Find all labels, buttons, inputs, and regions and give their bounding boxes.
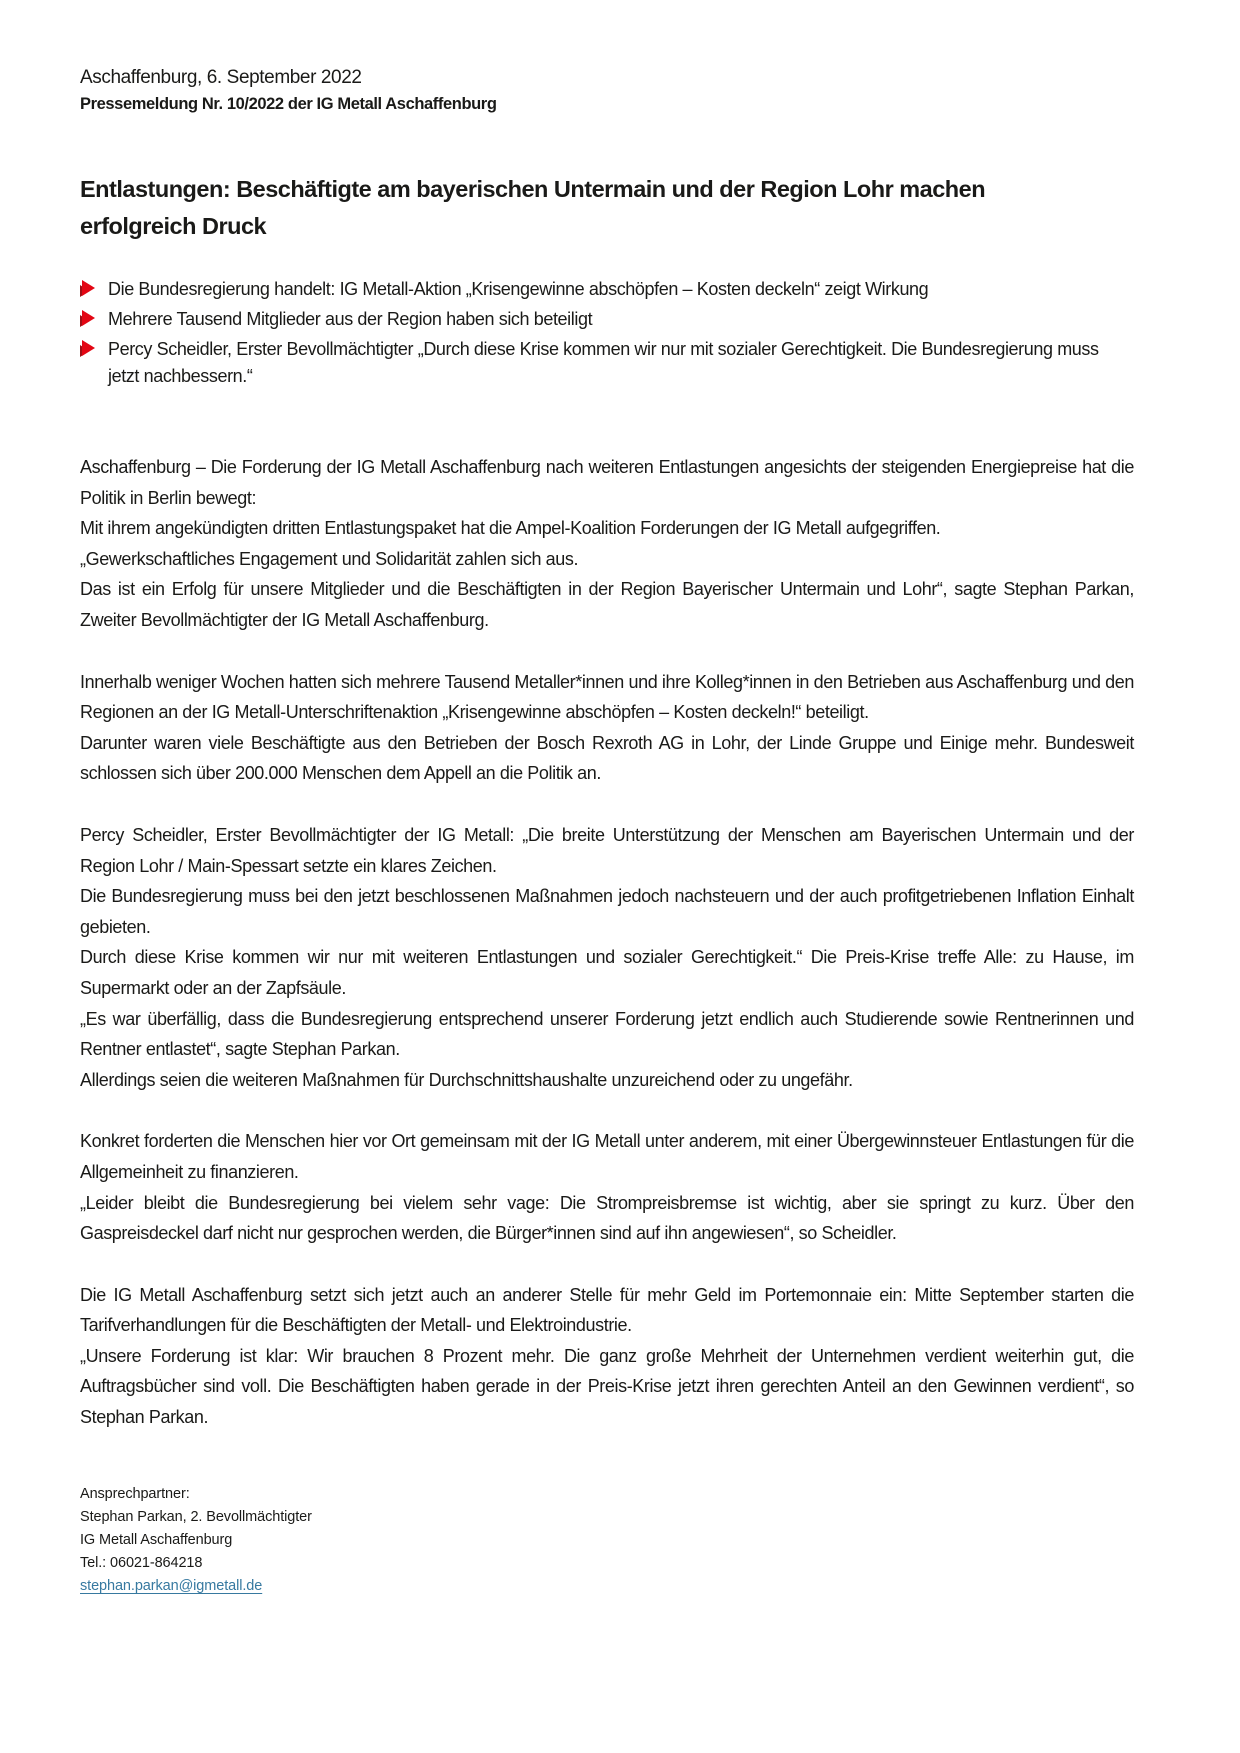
body-text bbox=[80, 452, 1134, 1433]
document-header bbox=[80, 66, 1134, 115]
body-line: „Es war überfällig, dass die Bundesregierung entsprechend unserer Forderung jetzt endlich auch Studierende sowie Rentnerinnen und Rentner entlastet“, sagte Stephan Parkan. bbox=[80, 1008, 1134, 1060]
paragraph-group bbox=[80, 820, 1134, 1095]
body-line: Das ist ein Erfolg für unsere Mitglieder und die Beschäftigten in der Region Bayerischer Untermain und Lohr“, sagte Stephan Parkan, Zweiter Bevollmächtigter der IG Metall Aschaffenburg. bbox=[80, 579, 1134, 630]
body-line: „Gewerkschaftliches Engagement und Solidarität zahlen sich aus. bbox=[80, 548, 579, 569]
body-line: Darunter waren viele Beschäftigte aus den Betrieben der Bosch Rexroth AG in Lohr, der Linde Gruppe und Einige mehr. Bundesweit schlossen sich über 200.000 Menschen dem Appell an die Politik an. bbox=[80, 732, 1134, 784]
bullet-text: Mehrere Tausend Mitglieder aus der Region haben sich beteiligt bbox=[108, 309, 593, 330]
contact-phone: Tel.: 06021-864218 bbox=[80, 1555, 203, 1572]
body-line: Konkret forderten die Menschen hier vor Ort gemeinsam mit der IG Metall unter anderem, mit einer Übergewinnsteuer Entlastungen für die Allgemeinheit zu finanzieren. bbox=[80, 1131, 1134, 1182]
press-release-number-line: Pressemeldung Nr. 10/2022 der IG Metall Aschaffenburg bbox=[80, 94, 497, 113]
bullet-item bbox=[80, 336, 1134, 390]
body-line: „Unsere Forderung ist klar: Wir brauchen 8 Prozent mehr. Die ganz große Mehrheit der Unternehmen verdient weiterhin gut, die Auftragsbücher sind voll. Die Beschäftigten haben gerade in der Preis-Krise jetzt ihren gerechten Anteil an den Gewinnen verdient“, so Stephan Parkan. bbox=[80, 1345, 1134, 1428]
body-line: Die IG Metall Aschaffenburg setzt sich jetzt auch an anderer Stelle für mehr Geld im Portemonnaie ein: Mitte September starten die Tarifverhandlungen für die Beschäftigten der Metall- und Elektroindustrie. bbox=[80, 1284, 1134, 1336]
bullet-text: Die Bundesregierung handelt: IG Metall-Aktion „Krisengewinne abschöpfen – Kosten deckeln“ zeigt Wirkung bbox=[108, 279, 929, 300]
paragraph-group bbox=[80, 667, 1134, 789]
contact-org: IG Metall Aschaffenburg bbox=[80, 1532, 233, 1549]
body-line: Allerdings seien die weiteren Maßnahmen für Durchschnittshaushalte unzureichend oder zu ungefähr. bbox=[80, 1069, 853, 1090]
contact-name: Stephan Parkan, 2. Bevollmächtigter bbox=[80, 1508, 312, 1525]
paragraph-group bbox=[80, 1280, 1134, 1433]
contact-heading: Ansprechpartner: bbox=[80, 1485, 190, 1502]
body-line: „Leider bleibt die Bundesregierung bei vielem sehr vage: Die Strompreisbremse ist wichtig, aber sie springt zu kurz. Über den Gaspreisdeckel darf nicht nur gesprochen werden, die Bürger*innen sind auf ihn angewiesen“, so Scheidler. bbox=[80, 1192, 1134, 1244]
bullet-text: Percy Scheidler, Erster Bevollmächtigter „Durch diese Krise kommen wir nur mit sozialer Gerechtigkeit. Die Bundesregierung muss jetzt nachbessern.“ bbox=[108, 339, 1099, 387]
paragraph-group bbox=[80, 1126, 1134, 1248]
contact-block bbox=[80, 1483, 1134, 1599]
paragraph-group bbox=[80, 452, 1134, 636]
bullet-item bbox=[80, 276, 1134, 303]
summary-bullet-list bbox=[80, 276, 1134, 390]
red-arrow-icon bbox=[80, 340, 95, 357]
email-link[interactable]: stephan.parkan@igmetall.de bbox=[80, 1578, 263, 1595]
body-line: Aschaffenburg – Die Forderung der IG Metall Aschaffenburg nach weiteren Entlastungen angesichts der steigenden Energiepreise hat die Politik in Berlin bewegt: bbox=[80, 457, 1134, 508]
date-line: Aschaffenburg, 6. September 2022 bbox=[80, 67, 362, 88]
body-line: Percy Scheidler, Erster Bevollmächtigter der IG Metall: „Die breite Unterstützung der Menschen am Bayerischen Untermain und der Region Lohr / Main-Spessart setzte ein klares Zeichen. bbox=[80, 824, 1134, 876]
body-line: Durch diese Krise kommen wir nur mit weiteren Entlastungen und sozialer Gerechtigkeit.“ Die Preis-Krise treffe Alle: zu Hause, im Supermarkt oder an der Zapfsäule. bbox=[80, 947, 1134, 998]
bullet-item bbox=[80, 306, 1134, 333]
body-line: Innerhalb weniger Wochen hatten sich mehrere Tausend Metaller*innen und ihre Kolleg*innen in den Betrieben aus Aschaffenburg und den Regionen an der IG Metall-Unterschriftenaktion „Krisengewinne abschöpfen – Kosten deckeln!“ beteiligt. bbox=[80, 671, 1134, 723]
red-arrow-icon bbox=[80, 280, 95, 297]
red-arrow-icon bbox=[80, 310, 95, 327]
body-line: Mit ihrem angekündigten dritten Entlastungspaket hat die Ampel-Koalition Forderungen der IG Metall aufgegriffen. bbox=[80, 518, 941, 539]
page-title: Entlastungen: Beschäftigte am bayerischen Untermain und der Region Lohr machen erfolgreich Druck bbox=[80, 176, 986, 239]
body-line: Die Bundesregierung muss bei den jetzt beschlossenen Maßnahmen jedoch nachsteuern und der auch profitgetriebenen Inflation Einhalt gebieten. bbox=[80, 886, 1134, 937]
